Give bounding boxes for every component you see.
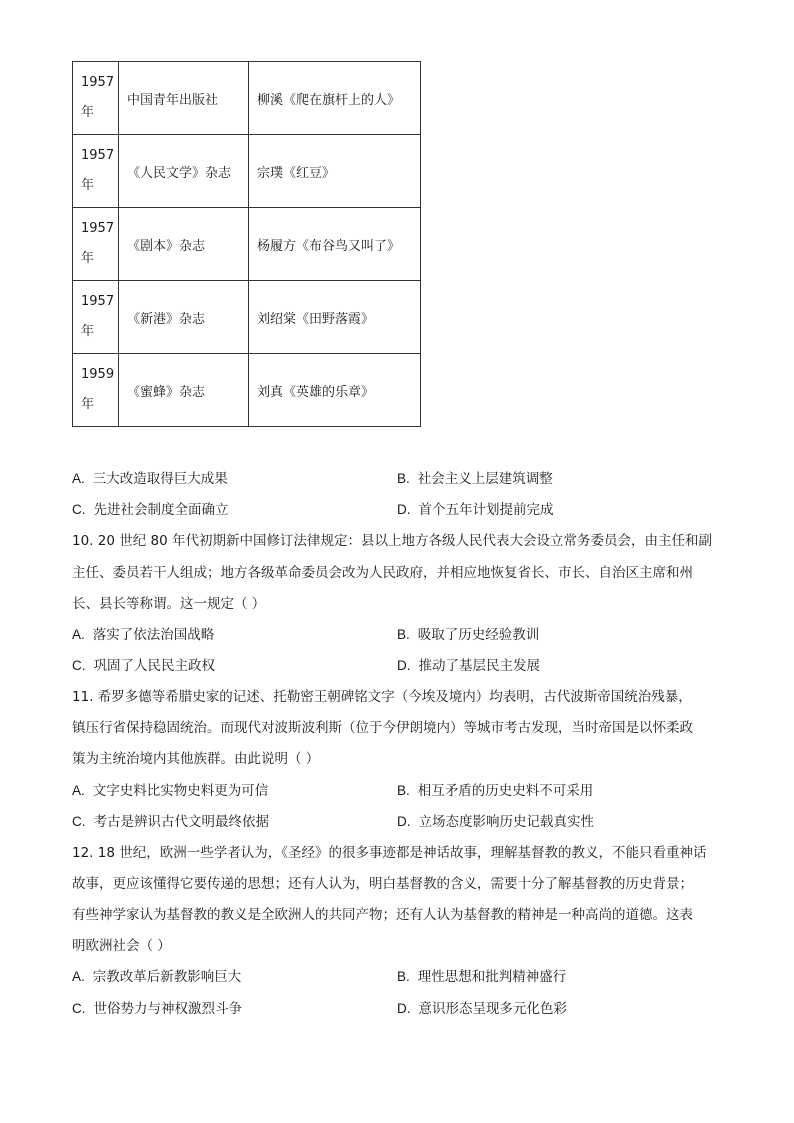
option-text: 宗教改革后新教影响巨大: [92, 969, 242, 985]
q12-stem-line-2: 故事，更应该懂得它要传递的思想；还有人认为，明白基督教的含义，需要十分了解基督教的历史背景；: [72, 876, 693, 892]
option-text: 落实了依法治国战略: [92, 627, 215, 643]
option-label: A.: [72, 969, 85, 984]
q10-option-b: [397, 623, 539, 643]
year-number: 1959: [81, 367, 115, 382]
q12-option-d: [397, 997, 567, 1017]
option-text: 三大改造取得巨大成果: [92, 471, 228, 487]
q12-stem-line-1: 12. 18 世纪，欧洲一些学者认为，《圣经》的很多事迹都是神话故事，理解基督教的教义，不能只看重神话: [72, 845, 707, 861]
option-label: B.: [397, 969, 410, 984]
publisher-cell: [119, 281, 249, 354]
table-row: [73, 208, 421, 281]
option-label: D.: [397, 1001, 411, 1016]
work-cell: [249, 354, 421, 427]
option-text: 理性思想和批判精神盛行: [417, 969, 567, 985]
year-unit: 年: [81, 397, 95, 412]
option-label: D.: [397, 502, 411, 517]
q9-option-d: [397, 498, 554, 518]
q10-stem-line-1: 10. 20 世纪 80 年代初期新中国修订法律规定：县以上地方各级人民代表大会设立常务委员会，由主任和副: [72, 533, 712, 549]
publisher-text: 《人民文学》杂志: [127, 165, 232, 181]
publisher-cell: [119, 354, 249, 427]
q9-option-b: [397, 467, 553, 487]
table-row: [73, 354, 421, 427]
year-cell: [73, 281, 119, 354]
option-label: B.: [397, 471, 410, 486]
q11-stem-line-3: 策为主统治境内其他族群。由此说明（ ）: [72, 751, 320, 767]
option-label: C.: [72, 1001, 86, 1016]
q12-option-a: [72, 965, 241, 985]
option-text: 推动了基层民主发展: [418, 658, 540, 674]
year-cell: [73, 135, 119, 208]
option-text: 社会主义上层建筑调整: [417, 471, 553, 487]
year-number: 1957: [81, 221, 115, 236]
publisher-text: 《新港》杂志: [127, 311, 206, 327]
option-text: 意识形态呈现多元化色彩: [418, 1001, 567, 1017]
q10-option-a: [72, 623, 214, 643]
option-label: A.: [72, 783, 85, 798]
option-text: 吸取了历史经验教训: [417, 627, 540, 643]
q12-option-c: [72, 997, 242, 1017]
q11-option-d: [397, 810, 594, 830]
option-label: D.: [397, 814, 411, 829]
publisher-text: 《蜜蜂》杂志: [127, 384, 206, 400]
q10-option-d: [397, 654, 540, 674]
publisher-text: 中国青年出版社: [127, 92, 219, 108]
publisher-text: 《剧本》杂志: [127, 238, 206, 254]
option-label: C.: [72, 502, 86, 517]
work-text: 刘真《英雄的乐章》: [257, 384, 375, 400]
option-label: B.: [397, 783, 410, 798]
publisher-cell: [119, 208, 249, 281]
work-text: 宗璞《红豆》: [257, 165, 336, 181]
q12-stem-line-4: 明欧洲社会（ ）: [72, 938, 171, 954]
year-number: 1957: [81, 75, 115, 90]
work-cell: [249, 208, 421, 281]
table-row: [73, 62, 421, 135]
q9-option-a: [72, 467, 228, 487]
q12-stem-line-3: 有些神学家认为基督教的教义是全欧洲人的共同产物；还有人认为基督教的精神是一种高尚的道德。这表: [72, 907, 693, 923]
option-text: 文字史料比实物史料更为可信: [92, 783, 269, 799]
year-unit: 年: [81, 178, 95, 193]
option-text: 立场态度影响历史记载真实性: [418, 814, 594, 830]
option-text: 世俗势力与神权激烈斗争: [93, 1001, 242, 1017]
work-cell: [249, 62, 421, 135]
q10-option-c: [72, 654, 215, 674]
work-text: 柳溪《爬在旗杆上的人》: [257, 92, 401, 108]
work-cell: [249, 281, 421, 354]
q10-stem-line-3: 长、县长等称谓。这一规定（ ）: [72, 596, 266, 612]
year-unit: 年: [81, 324, 95, 339]
option-text: 首个五年计划提前完成: [418, 502, 554, 518]
year-unit: 年: [81, 251, 95, 266]
q9-option-c: [72, 498, 229, 518]
work-text: 杨履方《布谷鸟又叫了》: [257, 238, 401, 254]
year-cell: [73, 354, 119, 427]
option-label: B.: [397, 627, 410, 642]
q12-option-b: [397, 965, 566, 985]
year-number: 1957: [81, 294, 115, 309]
work-cell: [249, 135, 421, 208]
option-label: A.: [72, 627, 85, 642]
option-label: D.: [397, 658, 411, 673]
option-text: 考古是辨识古代文明最终依据: [93, 814, 269, 830]
q11-option-c: [72, 810, 269, 830]
year-cell: [73, 208, 119, 281]
works-table: [72, 61, 421, 427]
option-label: C.: [72, 814, 86, 829]
option-text: 相互矛盾的历史史料不可采用: [417, 783, 594, 799]
work-text: 刘绍棠《田野落霞》: [257, 311, 375, 327]
q11-option-b: [397, 779, 593, 799]
q11-stem-line-2: 镇压行省保持稳固统治。而现代对波斯波利斯（位于今伊朗境内）等城市考古发现，当时帝国是以怀柔政: [72, 720, 693, 736]
option-text: 巩固了人民民主政权: [93, 658, 215, 674]
year-unit: 年: [81, 105, 95, 120]
q11-option-a: [72, 779, 268, 799]
year-cell: [73, 62, 119, 135]
table-row: [73, 135, 421, 208]
q10-stem-line-2: 主任、委员若干人组成；地方各级革命委员会改为人民政府，并相应地恢复省长、市长、自治区主席和州: [72, 565, 693, 581]
table-row: [73, 281, 421, 354]
q11-stem-line-1: 11. 希罗多德等希腊史家的记述、托勒密王朝碑铭文字（今埃及境内）均表明，古代波斯帝国统治残暴，: [72, 689, 692, 705]
option-label: A.: [72, 471, 85, 486]
year-number: 1957: [81, 148, 115, 163]
option-label: C.: [72, 658, 86, 673]
publisher-cell: [119, 62, 249, 135]
option-text: 先进社会制度全面确立: [93, 502, 229, 518]
publisher-cell: [119, 135, 249, 208]
